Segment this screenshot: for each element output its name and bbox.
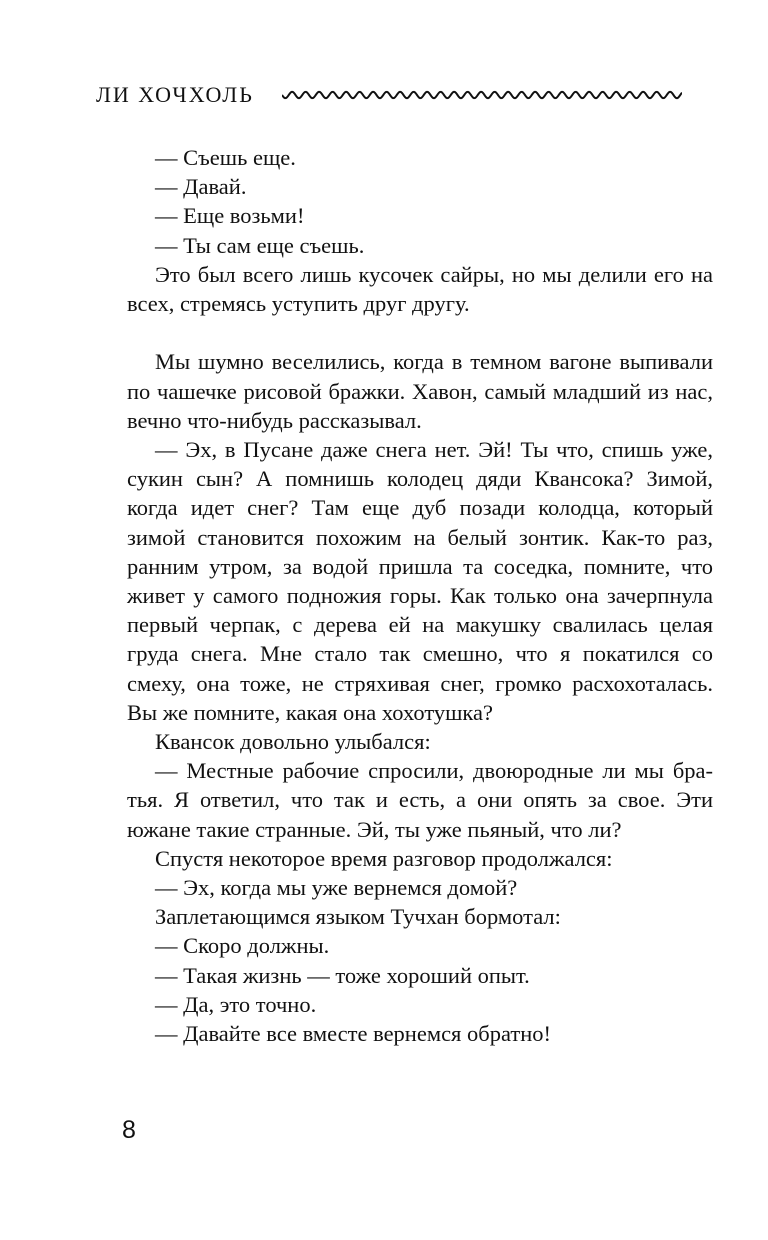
paragraph: Квансок довольно улыбался:: [155, 729, 431, 755]
paragraph: Заплетающимся языком Тучхан бормотал:: [155, 904, 561, 930]
page-number: 8: [122, 1116, 136, 1144]
paragraph: — Давайте все вместе вернемся обратно!: [155, 1021, 552, 1047]
paragraph: — Ты сам еще съешь.: [155, 232, 365, 258]
paragraph: — Давай.: [155, 174, 247, 200]
wavy-rule-ornament: [282, 88, 682, 102]
body-text: [127, 143, 713, 1048]
paragraph: — Съешь еще.: [155, 145, 296, 170]
running-header: [96, 82, 696, 112]
paragraph: — Такая жизнь — тоже хороший опыт.: [155, 962, 530, 988]
paragraph: Спустя некоторое время разговор продолжался:: [155, 845, 613, 871]
paragraph: — Местные рабочие спросили, двоюродные ли мы братья. Я ответил, что так и есть, а они опять за свое. Эти южане такие странные. Эй, ты уже пьяный, что ли?: [127, 758, 713, 842]
paragraph: — Эх, в Пусане даже снега нет. Эй! Ты что, спишь уже, сукин сын? А помнишь колодец дяди Квансока? Зимой, когда идет снег? Там еще дуб позади колодца, который зимой становится похожим на белый зонтик. Как-то раз, ранним утром, за водой пришла та соседка, помните, что живет у самого подножия горы. Как только она зачерпнула первый черпак, с дерева ей на макушку свалилась целая груда снега. Мне стало так смешно, что я покатился со смеху, она тоже, не стряхивая снег, громко расхохоталась. Вы же помните, какая она хохотушка?: [127, 437, 713, 725]
paragraph: — Эх, когда мы уже вернемся домой?: [155, 875, 518, 901]
paragraph: Это был всего лишь кусочек сайры, но мы делили его на всех, стремясь уступить друг другу.: [127, 261, 713, 317]
paragraph: — Еще возьми!: [155, 203, 305, 229]
paragraph: — Да, это точно.: [155, 991, 317, 1017]
paragraph: Мы шумно веселились, когда в темном вагоне выпивали по чашечке рисовой бражки. Хавон, самый младший из нас, вечно что-нибудь рассказывал.: [127, 349, 713, 433]
paragraph: — Скоро должны.: [155, 933, 330, 959]
author-name: ЛИ ХОЧХОЛЬ: [96, 82, 254, 107]
